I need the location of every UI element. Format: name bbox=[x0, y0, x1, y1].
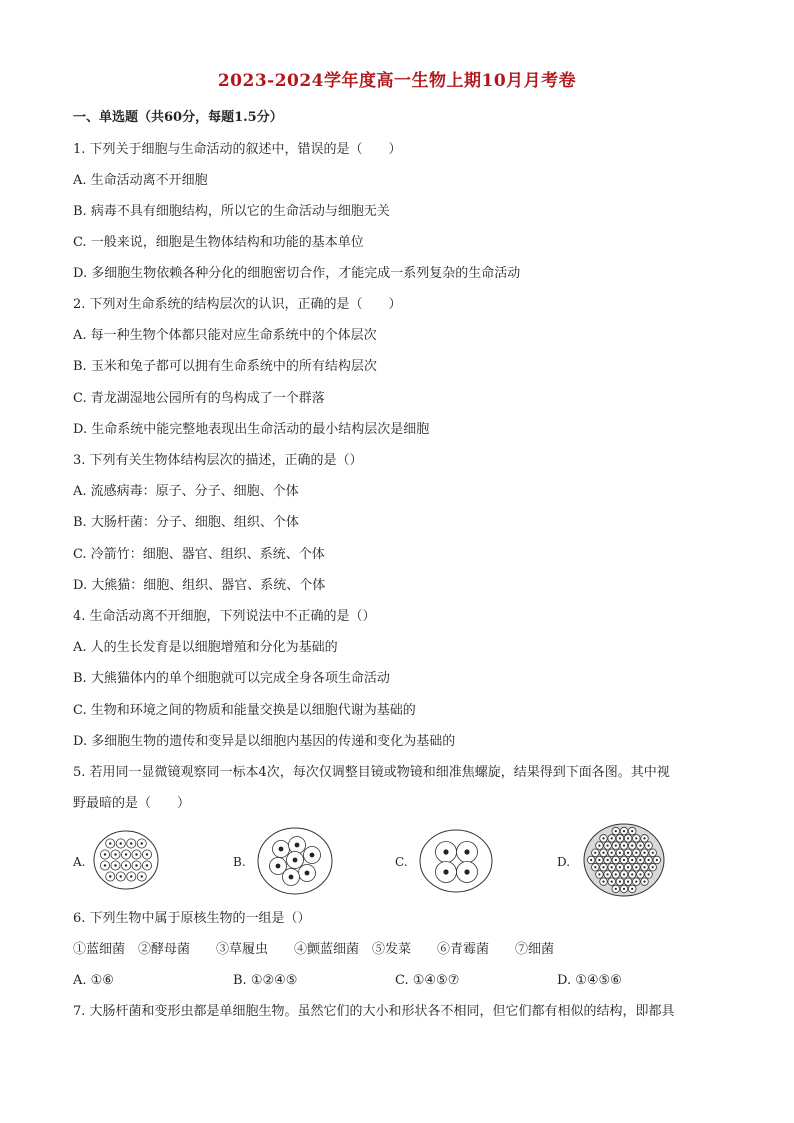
figure-label-c: C. bbox=[395, 855, 408, 869]
cell-nucleus bbox=[635, 837, 637, 839]
question-1-option-d: D. 多细胞生物依赖各种分化的细胞密切合作，才能完成一系列复杂的生命活动 bbox=[73, 266, 521, 281]
microscope-field-c bbox=[418, 828, 494, 894]
question-3-stem: 3. 下列有关生物体结构层次的描述，正确的是（） bbox=[73, 453, 363, 468]
question-4-stem: 4. 生命活动离不开细胞，下列说法中不正确的是（） bbox=[73, 609, 376, 624]
cell-nucleus bbox=[648, 873, 650, 875]
question-4-option-d: D. 多细胞生物的遗传和变异是以细胞内基因的传递和变化为基础的 bbox=[73, 734, 456, 749]
cell-nucleus bbox=[639, 844, 641, 846]
cell-nucleus bbox=[648, 859, 650, 861]
cell-nucleus bbox=[125, 864, 127, 866]
cell-nucleus bbox=[607, 859, 609, 861]
cell-nucleus bbox=[305, 871, 310, 876]
cell-nucleus bbox=[141, 875, 143, 877]
question-2-option-d: D. 生命系统中能完整地表现出生命活动的最小结构层次是细胞 bbox=[73, 422, 430, 437]
cell-nucleus bbox=[623, 844, 625, 846]
cell-nucleus bbox=[615, 844, 617, 846]
cell-nucleus bbox=[310, 853, 315, 858]
cell-nucleus bbox=[289, 875, 294, 880]
cell-nucleus bbox=[643, 881, 645, 883]
cell-nucleus bbox=[619, 866, 621, 868]
field-of-view bbox=[420, 830, 492, 892]
cell-nucleus bbox=[656, 859, 658, 861]
cell-nucleus bbox=[631, 844, 633, 846]
cell-nucleus bbox=[623, 830, 625, 832]
cell-nucleus bbox=[627, 866, 629, 868]
cell-nucleus bbox=[602, 837, 604, 839]
cell-nucleus bbox=[623, 888, 625, 890]
question-4-option-c: C. 生物和环境之间的物质和能量交换是以细胞代谢为基础的 bbox=[73, 703, 416, 718]
cell-nucleus bbox=[639, 873, 641, 875]
cell-nucleus bbox=[611, 852, 613, 854]
cell-nucleus bbox=[120, 875, 122, 877]
figure-label-d: D. bbox=[557, 855, 571, 869]
question-6-option-d: D. ①④⑤⑥ bbox=[557, 973, 622, 988]
cell-nucleus bbox=[648, 844, 650, 846]
cell-nucleus bbox=[623, 859, 625, 861]
cell-nucleus bbox=[598, 844, 600, 846]
question-2-option-c: C. 青龙湖湿地公园所有的鸟构成了一个群落 bbox=[73, 391, 325, 406]
question-6-stem: 6. 下列生物中属于原核生物的一组是（） bbox=[73, 911, 311, 926]
section-heading: 一、单选题（共60分，每题1.5分） bbox=[73, 110, 283, 125]
question-1-option-b: B. 病毒不具有细胞结构，所以它的生命活动与细胞无关 bbox=[73, 204, 390, 219]
cell-nucleus bbox=[130, 875, 132, 877]
cell-nucleus bbox=[594, 866, 596, 868]
cell-nucleus bbox=[295, 843, 300, 848]
question-2-option-b: B. 玉米和兔子都可以拥有生命系统中的所有结构层次 bbox=[73, 359, 377, 374]
cell-nucleus bbox=[607, 844, 609, 846]
cell-nucleus bbox=[631, 859, 633, 861]
cell-nucleus bbox=[109, 875, 111, 877]
cell-nucleus bbox=[635, 881, 637, 883]
question-1-option-a: A. 生命活动离不开细胞 bbox=[73, 173, 208, 188]
microscope-field-a bbox=[92, 828, 160, 892]
cell-nucleus bbox=[623, 873, 625, 875]
cell-nucleus bbox=[602, 881, 604, 883]
question-1-option-c: C. 一般来说，细胞是生物体结构和功能的基本单位 bbox=[73, 235, 364, 250]
question-4-option-b: B. 大熊猫体内的单个细胞就可以完成全身各项生命活动 bbox=[73, 671, 390, 686]
cell-nucleus bbox=[643, 852, 645, 854]
cell-nucleus bbox=[464, 849, 469, 854]
question-3-option-a: A. 流感病毒：原子、分子、细胞、个体 bbox=[73, 484, 299, 499]
cell-nucleus bbox=[643, 866, 645, 868]
cell-nucleus bbox=[279, 847, 284, 852]
cell-nucleus bbox=[619, 852, 621, 854]
cell-nucleus bbox=[464, 869, 469, 874]
cell-nucleus bbox=[104, 864, 106, 866]
cell-nucleus bbox=[135, 864, 137, 866]
cell-nucleus bbox=[631, 830, 633, 832]
cell-nucleus bbox=[615, 859, 617, 861]
exam-title: 2023-2024学年度高一生物上期10月月考卷 bbox=[217, 71, 577, 91]
cell-nucleus bbox=[607, 873, 609, 875]
cell-nucleus bbox=[652, 852, 654, 854]
question-3-option-d: D. 大熊猫：细胞、组织、器官、系统、个体 bbox=[73, 578, 326, 593]
cell-nucleus bbox=[615, 888, 617, 890]
cell-nucleus bbox=[114, 853, 116, 855]
microscope-field-b bbox=[256, 826, 334, 896]
cell-nucleus bbox=[615, 830, 617, 832]
cell-nucleus bbox=[602, 852, 604, 854]
question-3-option-b: B. 大肠杆菌：分子、细胞、组织、个体 bbox=[73, 515, 299, 530]
cell-nucleus bbox=[611, 866, 613, 868]
cell-nucleus bbox=[602, 866, 604, 868]
question-4-option-a: A. 人的生长发育是以细胞增殖和分化为基础的 bbox=[73, 640, 338, 655]
cell-nucleus bbox=[594, 852, 596, 854]
question-1-stem: 1. 下列关于细胞与生命活动的叙述中，错误的是（ ） bbox=[73, 142, 402, 157]
cell-nucleus bbox=[611, 837, 613, 839]
figure-label-b: B. bbox=[233, 855, 246, 869]
question-6-items: ①蓝细菌 ②酵母菌 ③草履虫 ④颤蓝细菌 ⑤发菜 ⑥青霉菌 ⑦细菌 bbox=[73, 942, 555, 957]
question-7-stem: 7. 大肠杆菌和变形虫都是单细胞生物。虽然它们的大小和形状各不相同，但它们都有相似的结构，即都具 bbox=[73, 1004, 675, 1019]
cell-nucleus bbox=[276, 864, 281, 869]
question-6-option-a: A. ①⑥ bbox=[73, 973, 114, 988]
question-5-stem-continued: 野最暗的是（ ） bbox=[73, 796, 191, 811]
question-5-stem: 5. 若用同一显微镜观察同一标本4次，每次仅调整目镜或物镜和细准焦螺旋，结果得到下面各图。其中视 bbox=[73, 765, 670, 780]
cell-nucleus bbox=[590, 859, 592, 861]
cell-nucleus bbox=[114, 864, 116, 866]
cell-nucleus bbox=[125, 853, 127, 855]
cell-nucleus bbox=[146, 864, 148, 866]
cell-nucleus bbox=[120, 842, 122, 844]
cell-nucleus bbox=[443, 849, 448, 854]
question-3-option-c: C. 冷箭竹：细胞、器官、组织、系统、个体 bbox=[73, 547, 325, 562]
question-6-option-b: B. ①②④⑤ bbox=[233, 973, 298, 988]
cell-nucleus bbox=[104, 853, 106, 855]
cell-nucleus bbox=[611, 881, 613, 883]
question-2-option-a: A. 每一种生物个体都只能对应生命系统中的个体层次 bbox=[73, 328, 377, 343]
cell-nucleus bbox=[130, 842, 132, 844]
microscope-field-d bbox=[582, 822, 666, 898]
cell-nucleus bbox=[652, 866, 654, 868]
question-6-option-c: C. ①④⑤⑦ bbox=[395, 973, 460, 988]
cell-nucleus bbox=[643, 837, 645, 839]
cell-nucleus bbox=[631, 888, 633, 890]
cell-nucleus bbox=[627, 852, 629, 854]
cell-nucleus bbox=[635, 866, 637, 868]
cell-nucleus bbox=[443, 869, 448, 874]
cell-nucleus bbox=[109, 842, 111, 844]
cell-nucleus bbox=[627, 881, 629, 883]
cell-nucleus bbox=[619, 881, 621, 883]
cell-nucleus bbox=[141, 842, 143, 844]
cell-nucleus bbox=[146, 853, 148, 855]
cell-nucleus bbox=[135, 853, 137, 855]
field-of-view bbox=[94, 831, 158, 889]
cell-nucleus bbox=[598, 859, 600, 861]
cell-nucleus bbox=[631, 873, 633, 875]
cell-nucleus bbox=[639, 859, 641, 861]
figure-label-a: A. bbox=[73, 855, 86, 869]
cell-nucleus bbox=[619, 837, 621, 839]
cell-nucleus bbox=[598, 873, 600, 875]
cell-nucleus bbox=[635, 852, 637, 854]
cell-nucleus bbox=[615, 873, 617, 875]
cell-nucleus bbox=[293, 858, 298, 863]
cell-nucleus bbox=[627, 837, 629, 839]
question-2-stem: 2. 下列对生命系统的结构层次的认识，正确的是（ ） bbox=[73, 297, 402, 312]
